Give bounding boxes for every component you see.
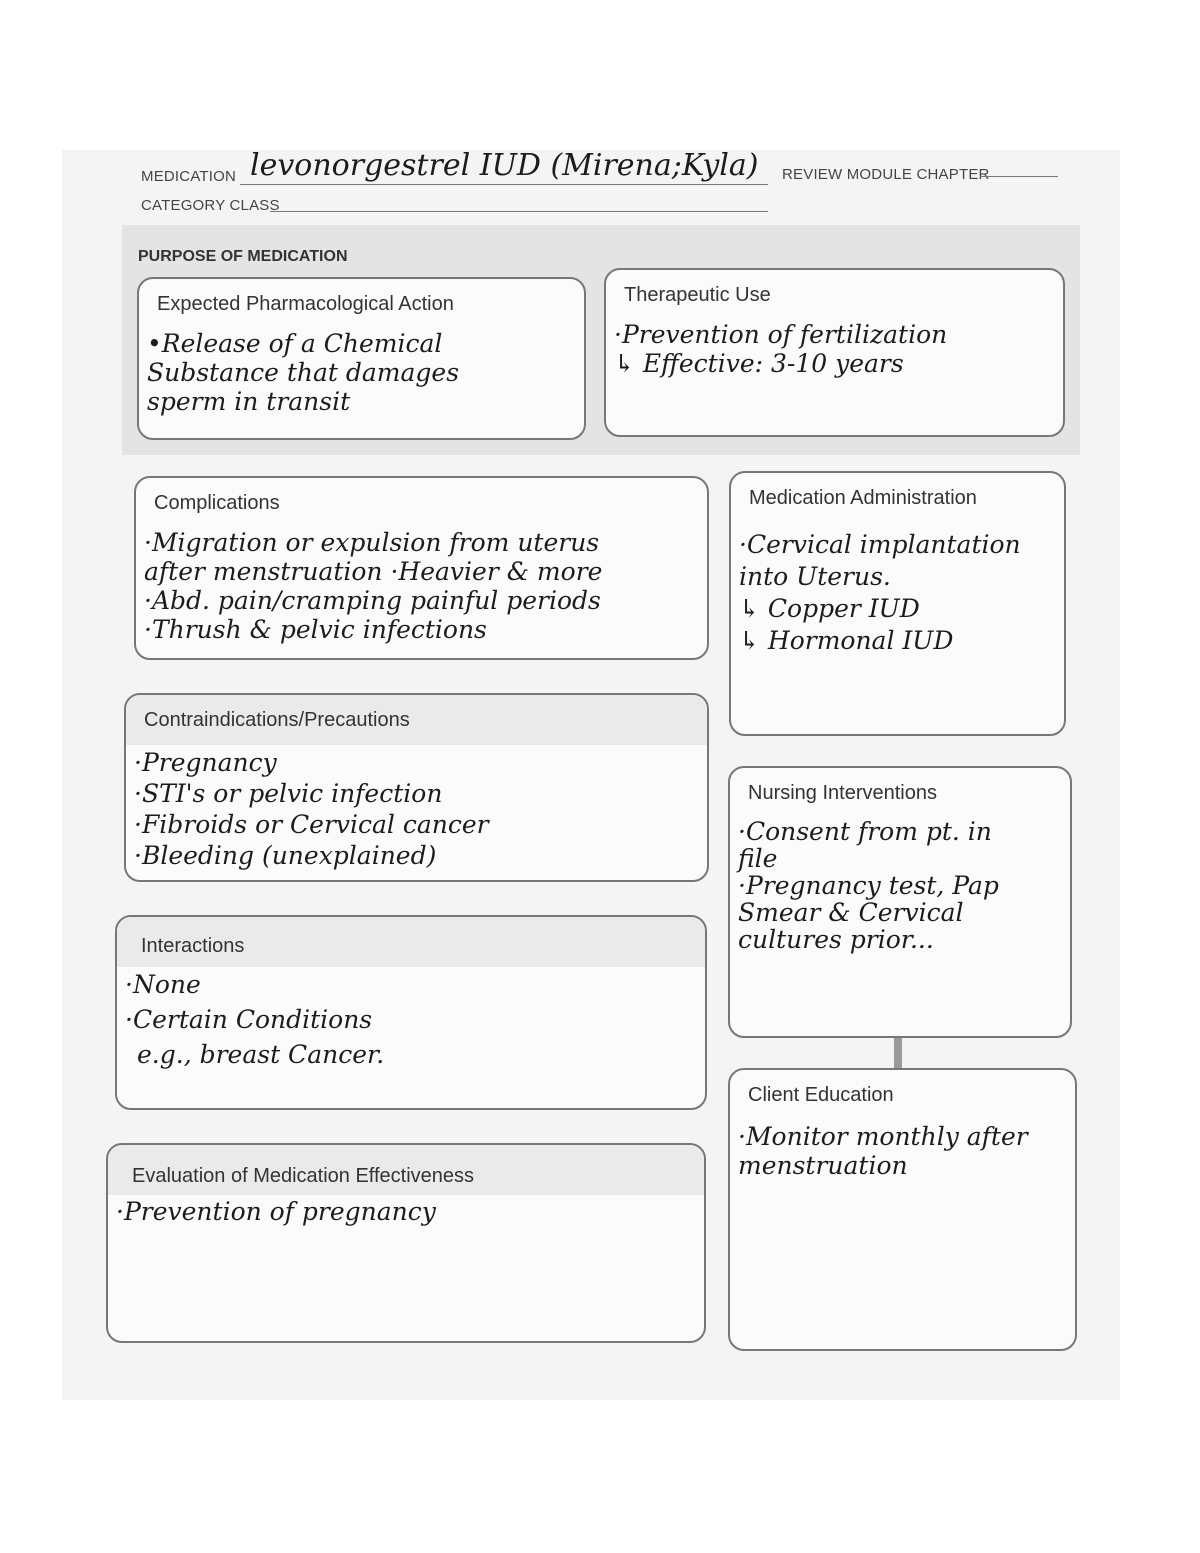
note-line: ↳ Hormonal IUD: [739, 626, 954, 655]
complications-title: Complications: [154, 492, 280, 514]
note-line: Smear & Cervical: [738, 898, 964, 927]
medication-label: MEDICATION: [141, 168, 237, 185]
box-connector: [894, 1038, 902, 1068]
client-education-notes: [738, 1122, 1069, 1180]
note-line: ·Certain Conditions: [125, 1005, 373, 1034]
review-module-label: REVIEW MODULE CHAPTER: [782, 166, 990, 183]
note-line: menstruation: [738, 1151, 908, 1180]
note-line: ·Consent from pt. in: [738, 817, 992, 846]
note-line: ↳ Copper IUD: [739, 594, 920, 623]
category-class-label: CATEGORY CLASS: [141, 197, 280, 214]
note-line: ·Abd. pain/cramping painful periods: [144, 586, 601, 615]
category-class-underline: [270, 211, 768, 212]
review-module-underline: [980, 176, 1058, 177]
note-line: Substance that damages: [147, 358, 460, 387]
note-line: sperm in transit: [147, 387, 351, 416]
note-line: ·None: [125, 970, 201, 999]
medication-underline: [240, 184, 768, 185]
nursing-interventions-title: Nursing Interventions: [748, 782, 937, 804]
interactions-title: Interactions: [141, 935, 245, 957]
note-line: ·Prevention of fertilization: [614, 320, 948, 349]
expected-action-title: Expected Pharmacological Action: [157, 293, 454, 315]
client-education-box: [728, 1068, 1077, 1351]
administration-title: Medication Administration: [749, 487, 977, 509]
therapeutic-use-title: Therapeutic Use: [624, 284, 771, 306]
expected-action-box: [137, 277, 586, 440]
evaluation-box: [106, 1143, 706, 1343]
administration-box: [729, 471, 1066, 736]
therapeutic-use-notes: [614, 320, 1057, 378]
complications-box: [134, 476, 709, 660]
note-line: ·Thrush & pelvic infections: [144, 615, 487, 644]
note-line: ↳ Effective: 3-10 years: [614, 349, 904, 378]
client-education-title: Client Education: [748, 1084, 894, 1106]
administration-notes: [739, 529, 1058, 657]
evaluation-title: Evaluation of Medication Effectiveness: [132, 1165, 475, 1187]
expected-action-notes: [147, 329, 578, 416]
note-line: ·STI's or pelvic infection: [134, 779, 443, 808]
note-line: ·Migration or expulsion from uterus: [144, 528, 600, 557]
interactions-notes: [125, 967, 699, 1072]
note-line: ·Prevention of pregnancy: [116, 1197, 436, 1226]
interactions-box: [115, 915, 707, 1110]
note-line: cultures prior...: [738, 925, 934, 954]
note-line: file: [738, 844, 778, 873]
note-line: •Release of a Chemical: [147, 329, 443, 358]
contraindications-notes: [134, 747, 701, 871]
note-line: e.g., breast Cancer.: [137, 1040, 385, 1069]
note-line: ·Bleeding (unexplained): [134, 841, 437, 870]
purpose-heading: PURPOSE OF MEDICATION: [138, 248, 348, 265]
note-line: ·Cervical implantation: [739, 530, 1021, 559]
medication-value: levonorgestrel IUD (Mirena;Kyla): [250, 148, 759, 183]
contraindications-box: [124, 693, 709, 882]
note-line: into Uterus.: [739, 562, 891, 591]
contraindications-title: Contraindications/Precautions: [144, 709, 410, 731]
note-line: ·Monitor monthly after: [738, 1122, 1028, 1151]
note-line: after menstruation ·Heavier & more: [144, 557, 603, 586]
nursing-interventions-notes: [738, 818, 1064, 953]
note-line: ·Fibroids or Cervical cancer: [134, 810, 489, 839]
note-line: ·Pregnancy: [134, 748, 277, 777]
therapeutic-use-box: [604, 268, 1065, 437]
evaluation-notes: [116, 1197, 698, 1226]
nursing-interventions-box: [728, 766, 1072, 1038]
complications-notes: [144, 528, 701, 644]
note-line: ·Pregnancy test, Pap: [738, 871, 999, 900]
